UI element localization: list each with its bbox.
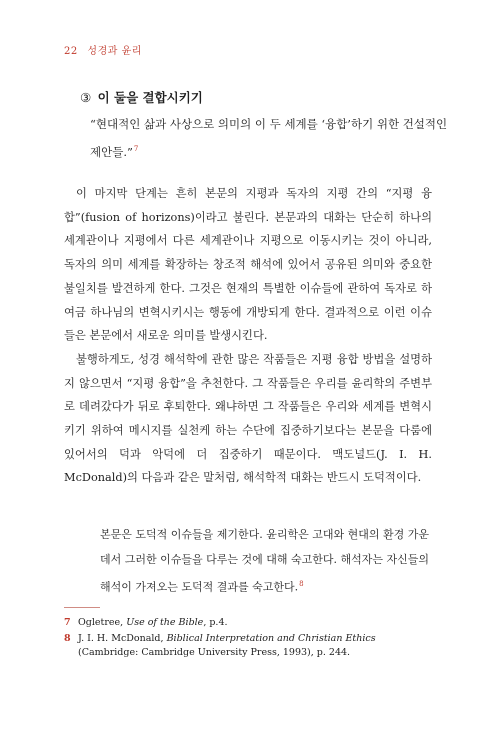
footnote-ref-7: 7 (133, 145, 139, 153)
section-heading (80, 88, 203, 106)
quote-text: 본문은 도덕적 이슈들을 제기한다. 윤리학은 고대와 현대의 환경 가운데서 그러한 이슈들을 다루는 것에 대해 숙고한다. 해석자는 자신들의 해석이 가져오는 도덕적 결과를 숙고한다. (100, 528, 429, 594)
footnotes (64, 616, 432, 662)
intro-text: “현대적인 삶과 사상으로 의미의 이 두 세계를 ‘융합’하기 위한 건설적인 제안들.” (90, 117, 448, 159)
running-header (64, 42, 142, 57)
paragraph-1: 이 마지막 단계는 흔히 본문의 지평과 독자의 지평 간의 “지평 융합”(fusion of horizons)이라고 불린다. 본문과의 대화는 단순히 하나의 세계관이나 지평에서 다른 세계관이나 지평으로 이동시키는 것이 아니라, 독자의 의미 세계를 확장하는 창조적 해석에 있어서 공유된 의미와 중요한 불일치를 발견하게 한다. 그것은 현재의 특별한 이슈들에 관하여 독자로 하여금 하나님의 변혁시키시는 행동에 개방되게 한다. 결과적으로 이런 이슈들은 본문에서 새로운 의미를 발생시킨다. (64, 187, 432, 343)
section-intro (90, 112, 450, 165)
section-title: 이 둘을 결합시키기 (97, 90, 203, 105)
page-number: 22 (64, 46, 78, 57)
footnote-details: , p.4. (203, 617, 228, 628)
running-title: 성경과 윤리 (87, 46, 142, 57)
footnote-number: 7 (64, 617, 71, 628)
paragraph-2: 불행하게도, 성경 해석학에 관한 많은 작품들은 지평 융합 방법을 설명하지 않으면서 “지평 융합”을 추천한다. 그 작품들은 우리를 윤리학의 주변부로 데려갔다가 뒤로 후퇴한다. 왜냐하면 그 작품들은 우리와 세계를 변혁시키기 위하여 메시지를 실천케 하는 수단에 집중하기보다는 본문을 다룸에 있어서의 덕과 악덕에 더 집중하기 때문이다. 맥도널드(J. I. H. McDonald)의 다음과 같은 말처럼, 해석학적 대화는 반드시 도덕적이다. (64, 352, 432, 485)
footnote-number: 8 (64, 633, 71, 644)
footnote-details: (Cambridge: Cambridge University Press, 1993), p. 244. (78, 647, 351, 658)
footnote-divider (64, 607, 100, 608)
footnote-item (64, 616, 432, 630)
footnote-item (64, 632, 432, 660)
footnote-author: J. I. H. McDonald, (78, 633, 164, 644)
footnote-ref-8: 8 (299, 580, 304, 588)
footnote-title: Use of the Bible (126, 617, 204, 628)
footnote-author: Ogletree, (78, 617, 124, 628)
block-quote (100, 522, 432, 600)
section-number: ③ (80, 90, 92, 105)
body-text (64, 182, 432, 490)
footnote-title: Biblical Interpretation and Christian Ethics (166, 633, 376, 644)
